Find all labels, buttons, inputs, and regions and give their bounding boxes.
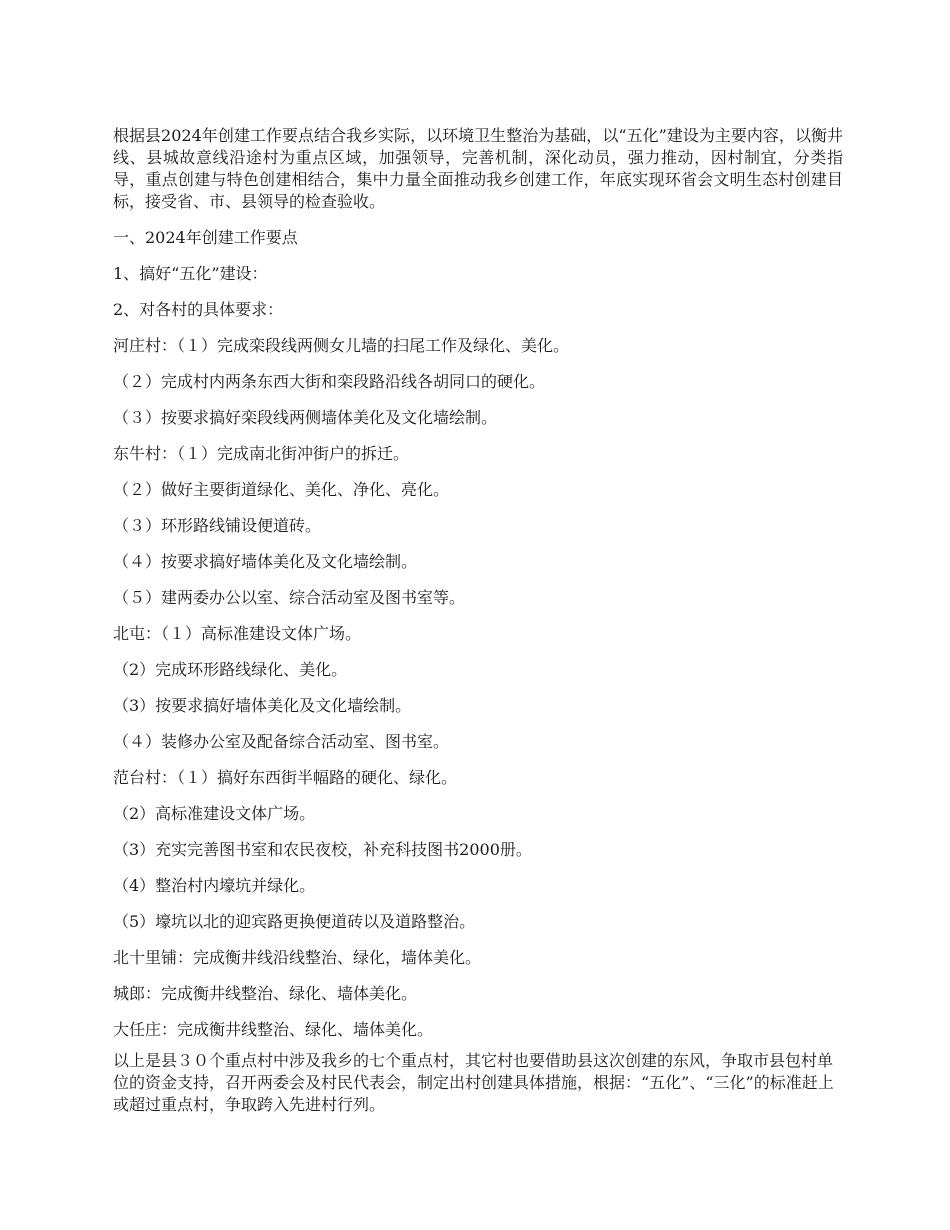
list-item: （3）充实完善图书室和农民夜校，补充科技图书2000册。	[113, 840, 532, 859]
list-item: （２）完成村内两条东西大街和栾段路沿线各胡同口的硬化。	[113, 372, 546, 391]
list-item: （２）做好主要街道绿化、美化、净化、亮化。	[113, 480, 450, 499]
section-heading: 一、2024年创建工作要点	[113, 228, 298, 247]
list-item: 范台村：（１）搞好东西街半幅路的硬化、绿化。	[113, 768, 458, 787]
list-item: （3）按要求搞好墙体美化及文化墙绘制。	[113, 696, 412, 715]
list-item: 北屯：（１）高标准建设文体广场。	[113, 624, 362, 643]
list-item: 城郎：完成衡井线整治、绿化、墙体美化。	[113, 984, 418, 1003]
list-item: （３）环形路线铺设便道砖。	[113, 516, 322, 535]
list-item: （2）高标准建设文体广场。	[113, 804, 316, 823]
list-item: （5）壕坑以北的迎宾路更换便道砖以及道路整治。	[113, 912, 476, 931]
list-item: 2、对各村的具体要求：	[113, 300, 284, 319]
document-body	[113, 125, 843, 1116]
list-item: 北十里铺：完成衡井线沿线整治、绿化，墙体美化。	[113, 948, 482, 967]
list-item: 大任庄：完成衡井线整治、绿化、墙体美化。	[113, 1020, 434, 1039]
list-item: 东牛村：（１）完成南北街冲街户的拆迁。	[113, 444, 410, 463]
list-item: 1、搞好“五化”建设：	[113, 264, 268, 283]
list-item: （５）建两委办公以室、综合活动室及图书室等。	[113, 588, 466, 607]
closing-paragraph: 以上是县３０个重点村中涉及我乡的七个重点村，其它村也要借助县这次创建的东风，争取市县包村单位的资金支持，召开两委会及村民代表会，制定出村创建具体措施，根据：“五化”、“三化”的标准赶上或超过重点村，争取跨入先进村行列。	[113, 1051, 834, 1114]
list-item: 河庄村：（１）完成栾段线两侧女儿墙的扫尾工作及绿化、美化。	[113, 336, 570, 355]
list-item: （４）装修办公室及配备综合活动室、图书室。	[113, 732, 450, 751]
intro-paragraph: 根据县2024年创建工作要点结合我乡实际，以环境卫生整治为基础，以“五化”建设为主要内容，以衡井线、县城故意线沿途村为重点区域，加强领导，完善机制，深化动员，强力推动，因村制宜，分类指导，重点创建与特色创建相结合，集中力量全面推动我乡创建工作，年底实现环省会文明生态村创建目标，接受省、市、县领导的检查验收。	[113, 126, 843, 211]
list-item: （４）按要求搞好墙体美化及文化墙绘制。	[113, 552, 418, 571]
list-item: （2）完成环形路线绿化、美化。	[113, 660, 348, 679]
list-item: （4）整治村内壕坑并绿化。	[113, 876, 316, 895]
list-item: （３）按要求搞好栾段线两侧墙体美化及文化墙绘制。	[113, 408, 498, 427]
